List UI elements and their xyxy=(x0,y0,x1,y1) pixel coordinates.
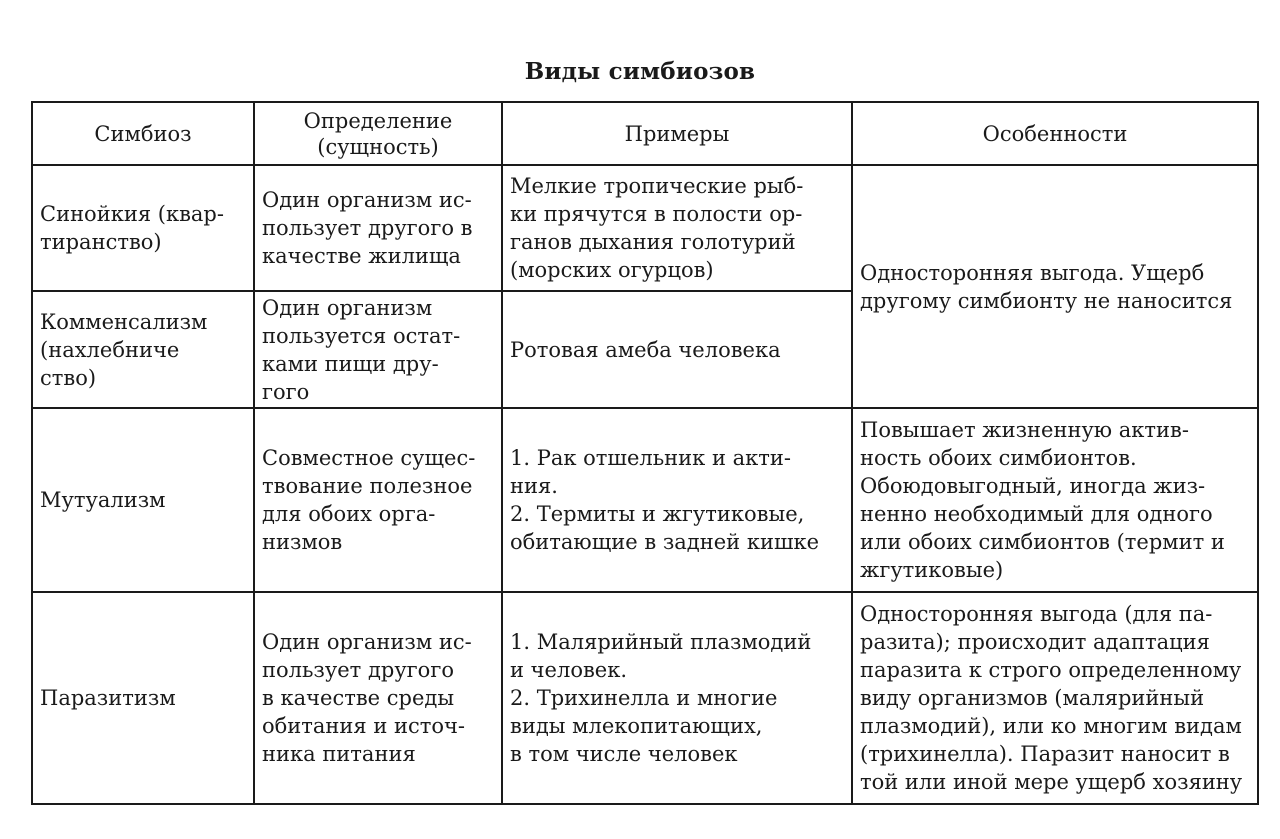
cell-definition: Один организм ис- пользует другого в качестве жилища xyxy=(254,165,502,291)
cell-symbiosis-name: Паразитизм xyxy=(32,592,254,804)
header-features: Особенности xyxy=(852,102,1258,165)
cell-examples: Ротовая амеба человека xyxy=(502,291,852,408)
cell-examples: 1. Рак отшельник и акти- ния. 2. Термиты и жгутиковые, обитающие в задней кишке xyxy=(502,408,852,592)
cell-symbiosis-name: Мутуализм xyxy=(32,408,254,592)
cell-features: Повышает жизненную актив- ность обоих симбионтов. Обоюдовыгодный, иногда жиз- ненно необходимый для одного или обоих симбионтов (термит и жгутиковые) xyxy=(852,408,1258,592)
header-examples: Примеры xyxy=(502,102,852,165)
cell-symbiosis-name: Комменсализм (нахлебниче ство) xyxy=(32,291,254,408)
header-symbiosis: Симбиоз xyxy=(32,102,254,165)
cell-features-shared: Односторонняя выгода. Ущерб другому симбионту не наносится xyxy=(852,165,1258,408)
table-header-row xyxy=(32,102,1258,165)
symbiosis-table xyxy=(31,101,1259,805)
table-row xyxy=(32,592,1258,804)
cell-definition: Совместное сущес- твование полезное для обоих орга- низмов xyxy=(254,408,502,592)
table-row xyxy=(32,408,1258,592)
cell-definition: Один организм пользуется остат- ками пищи дру- гого xyxy=(254,291,502,408)
document-title: Виды симбиозов xyxy=(524,58,756,85)
header-definition: Определение (сущность) xyxy=(254,102,502,165)
cell-features: Односторонняя выгода (для па- разита); происходит адаптация паразита к строго определенному виду организмов (малярийный плазмодий), или ко многим видам (трихинелла). Паразит наносит в той или иной мере ущерб хозяину xyxy=(852,592,1258,804)
table-row xyxy=(32,165,1258,291)
cell-definition: Один организм ис- пользует другого в качестве среды обитания и источ- ника питания xyxy=(254,592,502,804)
cell-examples: 1. Малярийный плазмодий и человек. 2. Трихинелла и многие виды млекопитающих, в том числе человек xyxy=(502,592,852,804)
cell-examples: Мелкие тропические рыб- ки прячутся в полости ор- ганов дыхания голотурий (морских огурцов) xyxy=(502,165,852,291)
cell-symbiosis-name: Синойкия (квар- тиранство) xyxy=(32,165,254,291)
